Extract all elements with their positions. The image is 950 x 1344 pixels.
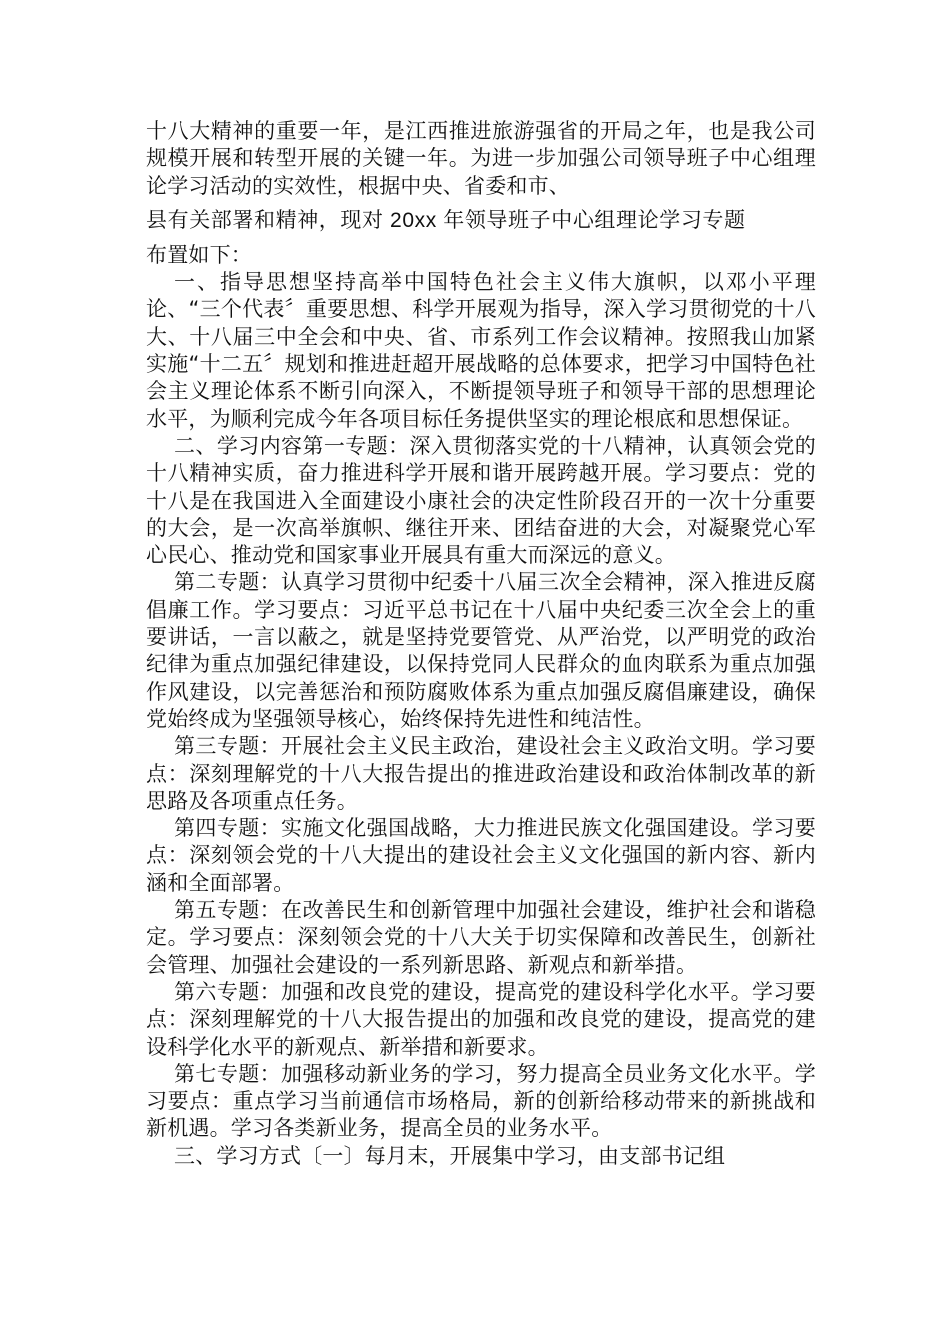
paragraph-topic-6: 第六专题：加强和改良党的建设，提高党的建设科学化水平。学习要点：深刻理解党的十八大报告提出的加强和改良党的建设，提高党的建设科学化水平的新观点、新举措和新要求。 [146,979,816,1059]
paragraph-intro-b: 县有关部署和精神，现对 20xx 年领导班子中心组理论学习专题 [146,208,746,232]
paragraph-topic-4: 第四专题：实施文化强国战略，大力推进民族文化强国建设。学习要点：深刻领会党的十八大提出的建设社会主义文化强国的新内容、新内涵和全面部署。 [146,816,816,895]
paragraph-topic-7: 第七专题：加强移动新业务的学习，努力提高全员业务文化水平。学习要点：重点学习当前通信市场格局，新的创新给移动带来的新挑战和新机遇。学习各类新业务，提高全员的业务水平。 [146,1061,816,1141]
paragraph-guiding-ideology: 一、指导思想坚持高举中国特色社会主义伟大旗帜，以邓小平理论、“三个代表〞重要思想、科学开展观为指导，深入学习贯彻党的十八大、十八届三中全会和中央、省、市系列工作会议精神。按照我山加紧实施“十二五〞规划和推进赶超开展战略的总体要求，把学习中国特色社会主义理论体系不断引向深入，不断提领导班子和领导干部的思想理论水平，为顺利完成今年各项目标任务提供坚实的理论根底和思想保证。 [146,270,816,431]
paragraph-topic-3: 第三专题：开展社会主义民主政治，建设社会主义政治文明。学习要点：深刻理解党的十八大报告提出的推进政治建设和政治体制改革的新思路及各项重点任务。 [146,734,816,813]
paragraph-intro-c: 布置如下： [146,242,252,267]
paragraph-intro-a: 十八大精神的重要一年，是江西推进旅游强省的开局之年，也是我公司规模开展和转型开展的关键一年。为进一步加强公司领导班子中心组理论学习活动的实效性，根据中央、省委和市、 [146,119,816,198]
paragraph-study-methods: 三、学习方式〔一〕每月末，开展集中学习，由支部书记组 [174,1143,726,1168]
paragraph-topic-2: 第二专题：认真学习贯彻中纪委十八届三次全会精神，深入推进反腐倡廉工作。学习要点：习近平总书记在十八届中央纪委三次全会上的重要讲话，一言以蔽之，就是坚持党要管党、从严治党，以严明党的政治纪律为重点加强纪律建设，以保持党同人民群众的血肉联系为重点加强作风建设，以完善惩治和预防腐败体系为重点加强反腐倡廉建设，确保党始终成为坚强领导核心，始终保持先进性和纯洁性。 [146,570,816,731]
paragraph-topic-5: 第五专题：在改善民生和创新管理中加强社会建设，维护社会和谐稳定。学习要点：深刻领会党的十八大关于切实保障和改善民生，创新社会管理、加强社会建设的一系列新思路、新观点和新举措。 [146,898,816,977]
document-page [146,118,816,1170]
paragraph-study-content-topic-1: 二、学习内容第一专题：深入贯彻落实党的十八精神，认真领会党的十八精神实质，奋力推进科学开展和谐开展跨越开展。学习要点：党的十八是在我国进入全面建设小康社会的决定性阶段召开的一次十分重要的大会，是一次高举旗帜、继往开来、团结奋进的大会，对凝聚党心军心民心、推动党和国家事业开展具有重大而深远的意义。 [146,433,816,568]
